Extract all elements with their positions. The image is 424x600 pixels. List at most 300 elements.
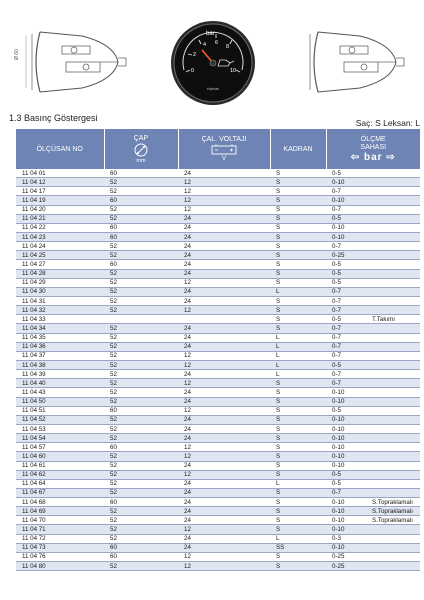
- cell-diameter: 60: [104, 406, 178, 415]
- cell-diameter: 52: [104, 488, 178, 497]
- cell-part-no: 11 04 36: [16, 342, 104, 351]
- gauge-scale-10: 10: [230, 68, 237, 74]
- cell-dial: L: [270, 333, 326, 342]
- cell-dial: S: [270, 470, 326, 479]
- cell-dial: L: [270, 360, 326, 369]
- table-row: [16, 434, 420, 443]
- table-row: [16, 169, 420, 178]
- cell-note: [366, 379, 420, 388]
- cell-note: [366, 178, 420, 187]
- cell-dial: S: [270, 324, 326, 333]
- cell-part-no: 11 04 29: [16, 278, 104, 287]
- cell-part-no: 11 04 31: [16, 296, 104, 305]
- cell-diameter: 52: [104, 461, 178, 470]
- table-row: [16, 488, 420, 497]
- cell-voltage: 24: [178, 370, 270, 379]
- table-row: [16, 315, 420, 324]
- cell-diameter: 60: [104, 260, 178, 269]
- cell-part-no: 11 04 01: [16, 169, 104, 178]
- cell-voltage: 12: [178, 278, 270, 287]
- cell-voltage: 24: [178, 534, 270, 543]
- cell-note: [366, 370, 420, 379]
- cell-dial: S: [270, 406, 326, 415]
- cell-dial: S: [270, 388, 326, 397]
- cell-diameter: 52: [104, 379, 178, 388]
- cell-dial: S: [270, 232, 326, 241]
- cell-range: 0-10: [326, 178, 366, 187]
- cell-dial: S: [270, 434, 326, 443]
- cell-range: 0-5: [326, 269, 366, 278]
- cell-part-no: 11 04 21: [16, 214, 104, 223]
- cell-voltage: 12: [178, 351, 270, 360]
- cell-part-no: 11 04 60: [16, 452, 104, 461]
- cell-range: 0-10: [326, 507, 366, 516]
- cell-note: [366, 306, 420, 315]
- cell-diameter: 52: [104, 562, 178, 571]
- table-row: [16, 214, 420, 223]
- cell-part-no: 11 04 53: [16, 424, 104, 433]
- header-voltage: ÇAL. VOLTAJI V: [178, 129, 270, 169]
- cell-diameter: 60: [104, 169, 178, 178]
- cell-part-no: 11 04 38: [16, 360, 104, 369]
- cell-voltage: 12: [178, 306, 270, 315]
- cell-dial: S: [270, 424, 326, 433]
- cell-dial: S: [270, 306, 326, 315]
- cell-range: 0-25: [326, 251, 366, 260]
- cell-range: 0-7: [326, 333, 366, 342]
- cell-range: 0-7: [326, 287, 366, 296]
- cell-voltage: 12: [178, 443, 270, 452]
- gauge-side-view-drawing-alt: [300, 22, 410, 102]
- cell-note: [366, 488, 420, 497]
- cell-diameter: 60: [104, 196, 178, 205]
- cell-dial: S: [270, 315, 326, 324]
- cell-part-no: 11 04 70: [16, 516, 104, 525]
- cell-part-no: 11 04 54: [16, 434, 104, 443]
- cell-note: [366, 296, 420, 305]
- cell-range: 0-10: [326, 461, 366, 470]
- table-row: [16, 324, 420, 333]
- pressure-gauge-spec-table: [16, 129, 420, 571]
- table-row: [16, 269, 420, 278]
- cell-part-no: 11 04 20: [16, 205, 104, 214]
- cell-diameter: 52: [104, 525, 178, 534]
- cell-range: 0-7: [326, 351, 366, 360]
- cell-diameter: 52: [104, 534, 178, 543]
- cell-note: T.Takımı: [366, 315, 420, 324]
- cell-dial: S: [270, 187, 326, 196]
- cell-dial: S: [270, 223, 326, 232]
- cell-note: [366, 269, 420, 278]
- cell-voltage: 12: [178, 406, 270, 415]
- cell-voltage: 24: [178, 342, 270, 351]
- cell-note: [366, 187, 420, 196]
- cell-dial: S: [270, 169, 326, 178]
- cell-range: 0-25: [326, 552, 366, 561]
- cell-diameter: 52: [104, 434, 178, 443]
- table-row: [16, 470, 420, 479]
- table-row: [16, 498, 420, 507]
- cell-part-no: 11 04 71: [16, 525, 104, 534]
- table-row: [16, 260, 420, 269]
- header-measuring-range: ÖLÇME SAHASI ⇦ bar ⇨: [326, 129, 420, 169]
- cell-diameter: 52: [104, 214, 178, 223]
- table-row: [16, 552, 420, 561]
- cell-part-no: 11 04 64: [16, 479, 104, 488]
- gauge-side-view-drawing: [22, 22, 132, 102]
- cell-part-no: 11 04 43: [16, 388, 104, 397]
- cell-voltage: 24: [178, 388, 270, 397]
- cell-note: [366, 443, 420, 452]
- cell-part-no: 11 04 19: [16, 196, 104, 205]
- cell-note: [366, 260, 420, 269]
- cell-part-no: 11 04 73: [16, 543, 104, 552]
- cell-voltage: 24: [178, 507, 270, 516]
- cell-dial: S: [270, 443, 326, 452]
- cell-range: 0-10: [326, 424, 366, 433]
- table-row: [16, 452, 420, 461]
- cell-diameter: 52: [104, 479, 178, 488]
- cell-part-no: 11 04 34: [16, 324, 104, 333]
- cell-dial: S: [270, 415, 326, 424]
- table-row: [16, 443, 420, 452]
- cell-part-no: 11 04 80: [16, 562, 104, 571]
- cell-range: 0-10: [326, 223, 366, 232]
- gauge-unit-label: bar: [206, 31, 215, 37]
- cell-dial: S: [270, 296, 326, 305]
- cell-voltage: 12: [178, 452, 270, 461]
- table-row: [16, 479, 420, 488]
- cell-diameter: 52: [104, 452, 178, 461]
- cell-note: [366, 342, 420, 351]
- material-legend: Saç: S Leksan: L: [355, 118, 420, 128]
- cell-note: S.Topraklamalı: [366, 498, 420, 507]
- cell-voltage: 24: [178, 260, 270, 269]
- table-row: [16, 406, 420, 415]
- cell-voltage: 24: [178, 434, 270, 443]
- cell-part-no: 11 04 50: [16, 397, 104, 406]
- table-row: [16, 351, 420, 360]
- cell-diameter: 60: [104, 543, 178, 552]
- cell-note: [366, 461, 420, 470]
- cell-range: 0-7: [326, 187, 366, 196]
- cell-range: 0-7: [326, 370, 366, 379]
- cell-part-no: 11 04 68: [16, 498, 104, 507]
- cell-dial: S: [270, 214, 326, 223]
- table-row: [16, 543, 420, 552]
- cell-note: [366, 287, 420, 296]
- header-dial: KADRAN: [270, 129, 326, 169]
- cell-diameter: 52: [104, 351, 178, 360]
- cell-note: S.Topraklamalı: [366, 507, 420, 516]
- cell-range: 0-5: [326, 406, 366, 415]
- cell-voltage: 12: [178, 470, 270, 479]
- cell-diameter: 52: [104, 187, 178, 196]
- cell-voltage: 12: [178, 562, 270, 571]
- gauge-scale-2: 2: [193, 52, 197, 58]
- cell-dial: S: [270, 379, 326, 388]
- cell-diameter: 52: [104, 306, 178, 315]
- cell-part-no: 11 04 25: [16, 251, 104, 260]
- cell-range: 0-5: [326, 169, 366, 178]
- cell-range: 0-10: [326, 543, 366, 552]
- cell-range: 0-7: [326, 324, 366, 333]
- cell-part-no: 11 04 67: [16, 488, 104, 497]
- cell-voltage: 24: [178, 543, 270, 552]
- cell-part-no: 11 04 35: [16, 333, 104, 342]
- cell-range: 0-5: [326, 260, 366, 269]
- battery-icon: [211, 144, 237, 155]
- cell-voltage: 24: [178, 415, 270, 424]
- cell-diameter: 52: [104, 178, 178, 187]
- cell-diameter: 60: [104, 552, 178, 561]
- cell-voltage: 24: [178, 424, 270, 433]
- cell-range: 0-10: [326, 397, 366, 406]
- cell-dial: L: [270, 287, 326, 296]
- table-row: [16, 205, 420, 214]
- cell-diameter: 52: [104, 424, 178, 433]
- cell-dial: L: [270, 370, 326, 379]
- cell-part-no: 11 04 57: [16, 443, 104, 452]
- cell-part-no: 11 04 22: [16, 223, 104, 232]
- table-row: [16, 223, 420, 232]
- cell-range: 0-10: [326, 498, 366, 507]
- cell-dial: S: [270, 562, 326, 571]
- table-row: [16, 278, 420, 287]
- table-row: [16, 333, 420, 342]
- cell-range: 0-5: [326, 278, 366, 287]
- table-row: [16, 370, 420, 379]
- cell-dial: S: [270, 525, 326, 534]
- cell-diameter: 52: [104, 342, 178, 351]
- cell-voltage: 24: [178, 251, 270, 260]
- cell-voltage: [178, 315, 270, 324]
- cell-voltage: 12: [178, 360, 270, 369]
- cell-part-no: 11 04 69: [16, 507, 104, 516]
- arrow-left-icon: ⇦: [350, 151, 361, 163]
- table-row: [16, 296, 420, 305]
- cell-range: 0-10: [326, 443, 366, 452]
- cell-part-no: 11 04 76: [16, 552, 104, 561]
- table-row: [16, 388, 420, 397]
- cell-range: 0-10: [326, 525, 366, 534]
- table-row: [16, 306, 420, 315]
- table-row: [16, 516, 420, 525]
- cell-range: 0-5: [326, 470, 366, 479]
- cell-part-no: 11 04 32: [16, 306, 104, 315]
- cell-voltage: 24: [178, 169, 270, 178]
- cell-range: 0-5: [326, 360, 366, 369]
- table-row: [16, 525, 420, 534]
- cell-note: [366, 452, 420, 461]
- table-row: [16, 196, 420, 205]
- table-row: [16, 178, 420, 187]
- cell-diameter: 60: [104, 232, 178, 241]
- cell-diameter: 52: [104, 333, 178, 342]
- cell-voltage: 12: [178, 196, 270, 205]
- cell-diameter: 52: [104, 360, 178, 369]
- cell-part-no: 11 04 27: [16, 260, 104, 269]
- cell-note: [366, 205, 420, 214]
- cell-note: [366, 324, 420, 333]
- cell-diameter: 52: [104, 296, 178, 305]
- cell-diameter: 52: [104, 324, 178, 333]
- cell-part-no: 11 04 37: [16, 351, 104, 360]
- cell-note: [366, 278, 420, 287]
- cell-dial: L: [270, 479, 326, 488]
- cell-note: [366, 351, 420, 360]
- table-row: [16, 242, 420, 251]
- cell-note: [366, 406, 420, 415]
- cell-note: [366, 479, 420, 488]
- cell-diameter: [104, 315, 178, 324]
- cell-note: [366, 232, 420, 241]
- header-part-no: ÖLÇÜSAN NO: [16, 129, 104, 169]
- diameter-icon: [134, 143, 148, 157]
- cell-part-no: 11 04 61: [16, 461, 104, 470]
- cell-voltage: 24: [178, 333, 270, 342]
- cell-voltage: 12: [178, 552, 270, 561]
- cell-range: 0-10: [326, 232, 366, 241]
- cell-range: 0-10: [326, 388, 366, 397]
- cell-note: [366, 196, 420, 205]
- cell-dial: S: [270, 251, 326, 260]
- cell-dial: S: [270, 461, 326, 470]
- cell-voltage: 12: [178, 205, 270, 214]
- cell-voltage: 24: [178, 498, 270, 507]
- product-figures: [0, 0, 424, 112]
- cell-dial: S: [270, 507, 326, 516]
- cell-voltage: 24: [178, 296, 270, 305]
- table-row: [16, 397, 420, 406]
- table-row: [16, 187, 420, 196]
- cell-part-no: 11 04 33: [16, 315, 104, 324]
- cell-diameter: 60: [104, 498, 178, 507]
- cell-note: [366, 242, 420, 251]
- cell-voltage: 24: [178, 287, 270, 296]
- cell-diameter: 52: [104, 516, 178, 525]
- cell-diameter: 52: [104, 415, 178, 424]
- cell-note: [366, 525, 420, 534]
- gauge-scale-4: 4: [203, 42, 207, 48]
- cell-diameter: 52: [104, 242, 178, 251]
- cell-range: 0-7: [326, 205, 366, 214]
- cell-dial: S: [270, 260, 326, 269]
- cell-range: 0-10: [326, 415, 366, 424]
- cell-voltage: 12: [178, 187, 270, 196]
- cell-diameter: 52: [104, 269, 178, 278]
- table-row: [16, 534, 420, 543]
- cell-range: 0-10: [326, 452, 366, 461]
- cell-voltage: 24: [178, 516, 270, 525]
- cell-part-no: 11 04 28: [16, 269, 104, 278]
- cell-voltage: 24: [178, 461, 270, 470]
- cell-dial: S: [270, 269, 326, 278]
- cell-range: 0-7: [326, 488, 366, 497]
- cell-dial: S: [270, 242, 326, 251]
- cell-dial: S: [270, 178, 326, 187]
- cell-note: [366, 214, 420, 223]
- cell-note: [366, 360, 420, 369]
- cell-range: 0-7: [326, 296, 366, 305]
- cell-diameter: 52: [104, 205, 178, 214]
- cell-diameter: 60: [104, 443, 178, 452]
- cell-part-no: 11 04 52: [16, 415, 104, 424]
- cell-note: [366, 333, 420, 342]
- cell-part-no: 11 04 72: [16, 534, 104, 543]
- cell-voltage: 12: [178, 178, 270, 187]
- cell-dial: L: [270, 342, 326, 351]
- cell-range: 0-10: [326, 196, 366, 205]
- cell-range: 0-7: [326, 306, 366, 315]
- cell-range: 0-5: [326, 479, 366, 488]
- cell-note: [366, 424, 420, 433]
- cell-note: S.Topraklamalı: [366, 516, 420, 525]
- cell-note: [366, 562, 420, 571]
- gauge-scale-6: 6: [215, 40, 219, 46]
- cell-dial: L: [270, 351, 326, 360]
- cell-note: [366, 251, 420, 260]
- cell-part-no: 11 04 51: [16, 406, 104, 415]
- cell-range: 0-3: [326, 534, 366, 543]
- cell-note: [366, 470, 420, 479]
- cell-voltage: 24: [178, 397, 270, 406]
- cell-range: 0-7: [326, 379, 366, 388]
- table-row: [16, 507, 420, 516]
- cell-dial: S: [270, 552, 326, 561]
- cell-diameter: 52: [104, 251, 178, 260]
- cell-diameter: 52: [104, 470, 178, 479]
- cell-part-no: 11 04 12: [16, 178, 104, 187]
- cell-range: 0-5: [326, 214, 366, 223]
- table-row: [16, 424, 420, 433]
- gauge-brand: elçiman: [206, 87, 220, 91]
- cell-dial: L: [270, 534, 326, 543]
- cell-range: 0-5: [326, 315, 366, 324]
- cell-dial: S: [270, 196, 326, 205]
- diameter-dimension-label: Ø 60: [14, 49, 20, 60]
- table-row: [16, 342, 420, 351]
- cell-note: [366, 552, 420, 561]
- cell-dial: S: [270, 516, 326, 525]
- cell-voltage: 24: [178, 232, 270, 241]
- table-row: [16, 379, 420, 388]
- cell-voltage: 24: [178, 488, 270, 497]
- cell-note: [366, 388, 420, 397]
- cell-note: [366, 434, 420, 443]
- cell-diameter: 52: [104, 370, 178, 379]
- cell-diameter: 52: [104, 507, 178, 516]
- cell-diameter: 52: [104, 388, 178, 397]
- cell-range: 0-10: [326, 434, 366, 443]
- table-row: [16, 232, 420, 241]
- cell-voltage: 24: [178, 214, 270, 223]
- cell-voltage: 24: [178, 479, 270, 488]
- arrow-right-icon: ⇨: [386, 151, 396, 163]
- table-row: [16, 251, 420, 260]
- table-row: [16, 562, 420, 571]
- section-title: 1.3 Basınç Göstergesi: [9, 113, 98, 123]
- cell-diameter: 52: [104, 278, 178, 287]
- cell-note: [366, 397, 420, 406]
- cell-part-no: 11 04 40: [16, 379, 104, 388]
- cell-dial: S: [270, 205, 326, 214]
- cell-note: [366, 534, 420, 543]
- cell-range: 0-7: [326, 342, 366, 351]
- cell-dial: S: [270, 397, 326, 406]
- cell-part-no: 11 04 24: [16, 242, 104, 251]
- cell-diameter: 52: [104, 397, 178, 406]
